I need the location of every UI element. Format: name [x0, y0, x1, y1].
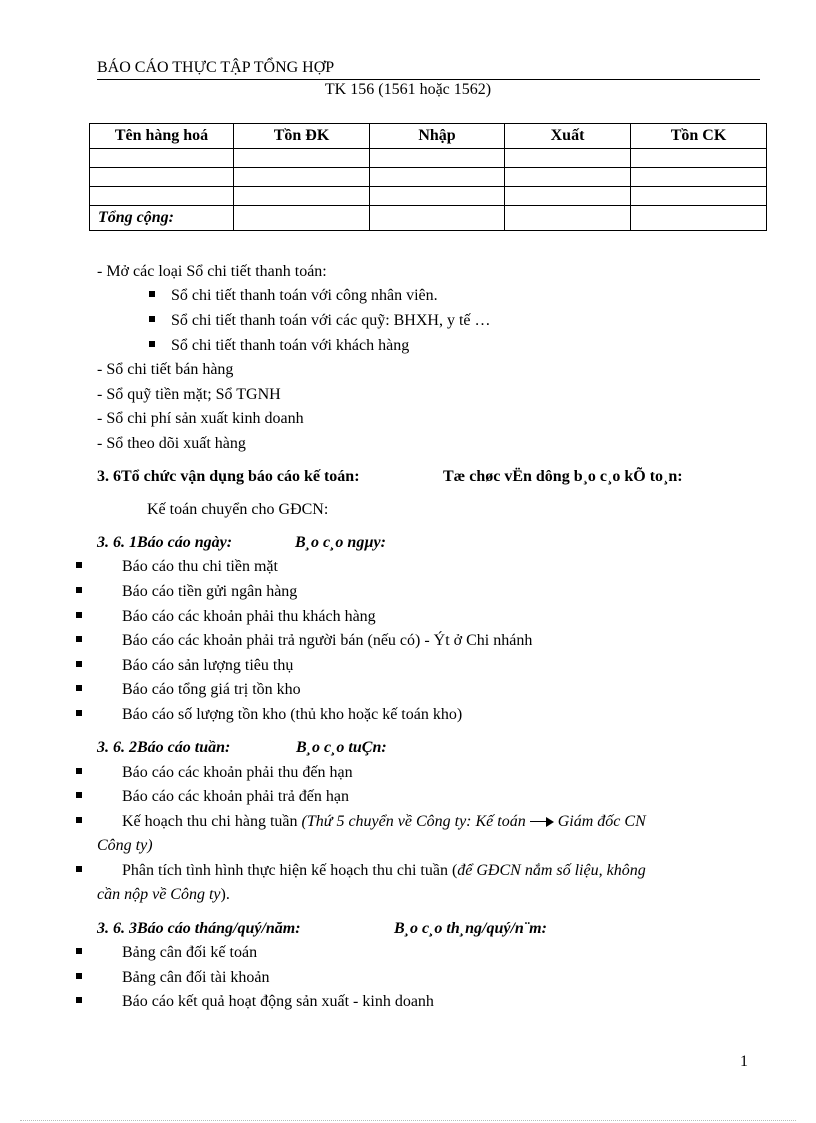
column-header: Tên hàng hoá: [90, 124, 234, 149]
table-cell: [234, 168, 370, 187]
section-3-6-1-heading: 3. 6. 1Báo cáo ngày:: [97, 534, 233, 551]
table-cell: [631, 206, 767, 231]
table-cell: [234, 187, 370, 206]
table-cell: [234, 206, 370, 231]
table-cell: [505, 206, 631, 231]
daily-report-item: Báo cáo các khoản phải trả người bán (nếu có) - Ýt ở Chi nhánh: [122, 632, 533, 649]
inventory-table: [89, 123, 767, 231]
weekly-report-item: Báo cáo các khoản phải thu đến hạn: [122, 764, 353, 781]
section-3-6-3-heading-garbled: B¸o c¸o th¸ng/quý/n¨m:: [394, 920, 547, 937]
weekly-report-item: Báo cáo các khoản phải trả đến hạn: [122, 788, 350, 805]
table-row: [90, 168, 767, 187]
square-bullet-icon: [76, 636, 82, 642]
square-bullet-icon: [76, 685, 82, 691]
table-cell: [370, 187, 505, 206]
section-3-6-heading: 3. 6Tổ chức vận dụng báo cáo kế toán:: [97, 468, 360, 485]
section-3-6-2-heading: 3. 6. 2Báo cáo tuần:: [97, 739, 231, 756]
daily-report-item: Báo cáo các khoản phải thu khách hàng: [122, 608, 376, 625]
ledger-main-item: - Mở các loại Sổ chi tiết thanh toán:: [97, 263, 327, 280]
column-header: Xuất: [505, 124, 631, 149]
square-bullet-icon: [76, 768, 82, 774]
square-bullet-icon: [149, 291, 155, 297]
column-header: Tồn ĐK: [234, 124, 370, 149]
square-bullet-icon: [76, 948, 82, 954]
square-bullet-icon: [76, 866, 82, 872]
total-label: Tổng cộng:: [90, 206, 234, 231]
weekly-plan-text: Kế hoạch thu chi hàng tuần: [122, 813, 302, 830]
column-header: Tồn CK: [631, 124, 767, 149]
square-bullet-icon: [76, 973, 82, 979]
weekly-analysis-end: ).: [220, 886, 230, 903]
square-bullet-icon: [149, 316, 155, 322]
square-bullet-icon: [76, 997, 82, 1003]
table-cell: [631, 187, 767, 206]
daily-report-item: Báo cáo thu chi tiền mặt: [122, 558, 278, 575]
ledger-sub-item: Sổ chi tiết thanh toán với khách hàng: [171, 337, 410, 354]
table-cell: [370, 149, 505, 168]
table-cell: [631, 149, 767, 168]
table-cell: [370, 168, 505, 187]
section-3-6-1-heading-garbled: B¸o c¸o ngµy:: [295, 534, 386, 551]
square-bullet-icon: [76, 612, 82, 618]
ledger-sub-item: Sổ chi tiết thanh toán với các quỹ: BHXH, y tế …: [171, 312, 491, 329]
square-bullet-icon: [149, 341, 155, 347]
table-cell: [631, 168, 767, 187]
daily-report-item: Báo cáo tiền gửi ngân hàng: [122, 583, 298, 600]
table-cell: [90, 168, 234, 187]
table-cell: [505, 149, 631, 168]
section-3-6-heading-garbled: Tæ chøc vËn dông b¸o c¸o kÕ to¸n:: [443, 468, 683, 485]
weekly-analysis-item: [122, 861, 646, 881]
ledger-item: - Sổ chi tiết bán hàng: [97, 361, 234, 378]
ledger-sub-item: Sổ chi tiết thanh toán với công nhân viên.: [171, 287, 438, 304]
section-3-6-2-heading-garbled: B¸o c¸o tuÇn:: [296, 739, 387, 756]
table-cell: [505, 168, 631, 187]
ledger-item: - Sổ theo dõi xuất hàng: [97, 435, 246, 452]
section-3-6-3-heading: 3. 6. 3Báo cáo tháng/quý/năm:: [97, 920, 301, 937]
section-3-6-intro: Kế toán chuyển cho GĐCN:: [147, 501, 329, 518]
column-header: Nhập: [370, 124, 505, 149]
daily-report-item: Báo cáo sản lượng tiêu thụ: [122, 657, 294, 674]
right-arrow-icon: [530, 817, 554, 827]
weekly-plan-item: [122, 812, 646, 832]
table-row: [90, 187, 767, 206]
account-subtitle: TK 156 (1561 hoặc 1562): [324, 81, 492, 98]
table-cell: [90, 187, 234, 206]
weekly-analysis-continued: [97, 885, 230, 905]
table-row: [90, 149, 767, 168]
square-bullet-icon: [76, 661, 82, 667]
table-cell: [90, 149, 234, 168]
periodic-report-item: Bảng cân đối tài khoản: [122, 969, 270, 986]
square-bullet-icon: [76, 587, 82, 593]
table-cell: [370, 206, 505, 231]
periodic-report-item: Báo cáo kết quả hoạt động sản xuất - kinh doanh: [122, 993, 434, 1010]
table-header-row: [90, 124, 767, 149]
table-cell: [505, 187, 631, 206]
square-bullet-icon: [76, 817, 82, 823]
square-bullet-icon: [76, 562, 82, 568]
weekly-plan-note-end: Giám đốc CN: [557, 813, 646, 830]
daily-report-item: Báo cáo tổng giá trị tồn kho: [122, 681, 301, 698]
weekly-plan-note: (Thứ 5 chuyển về Công ty: Kế toán: [301, 813, 526, 830]
daily-report-item: Báo cáo số lượng tồn kho (thủ kho hoặc kế toán kho): [122, 706, 463, 723]
weekly-plan-note-continued: Công ty): [97, 837, 153, 854]
square-bullet-icon: [76, 792, 82, 798]
page-number: 1: [740, 1053, 748, 1070]
table-total-row: [90, 206, 767, 231]
weekly-analysis-text: Phân tích tình hình thực hiện kế hoạch thu chi tuần (: [122, 862, 458, 879]
table-cell: [234, 149, 370, 168]
page-bottom-divider: [20, 1120, 796, 1121]
weekly-analysis-note: để GĐCN nắm số liệu, không: [457, 862, 646, 879]
square-bullet-icon: [76, 710, 82, 716]
report-header-title: BÁO CÁO THỰC TẬP TỔNG HỢP: [97, 58, 760, 80]
weekly-analysis-note-continued: cần nộp về Công ty: [97, 886, 221, 903]
ledger-item: - Sổ chi phí sản xuất kinh doanh: [97, 410, 304, 427]
periodic-report-item: Bảng cân đối kế toán: [122, 944, 258, 961]
ledger-item: - Sổ quỹ tiền mặt; Sổ TGNH: [97, 386, 281, 403]
